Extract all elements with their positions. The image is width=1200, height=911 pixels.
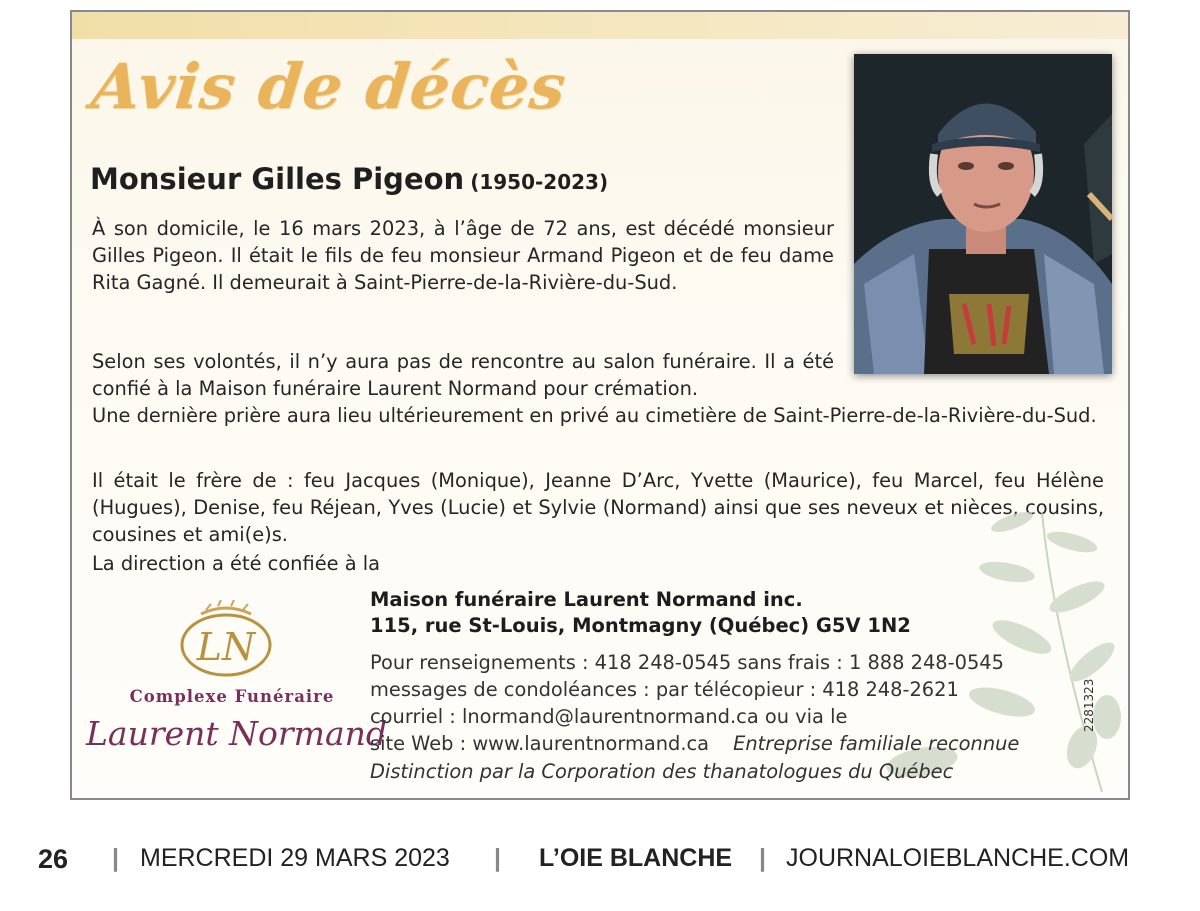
page-footer xyxy=(0,840,1200,880)
footer-separator: | xyxy=(759,844,766,872)
info-fax: messages de condoléances : par télécopieur : 418 248-2621 xyxy=(370,678,959,701)
portrait-photo xyxy=(854,54,1112,374)
deceased-years: (1950-2023) xyxy=(470,170,609,194)
paragraph-death-details: À son domicile, le 16 mars 2023, à l’âge de 72 ans, est décédé monsieur Gilles Pigeon. Il était le fils de feu monsieur Armand Pigeon et de feu dame Rita Gagné. Il demeurait à Saint-Pierre-de-la-Rivière-du-Sud. xyxy=(92,217,834,294)
funeral-home-address: 115, rue St-Louis, Montmagny (Québec) G5V 1N2 xyxy=(370,614,911,637)
tagline-distinction: Distinction par la Corporation des thanatologues du Québec xyxy=(370,760,954,783)
logo-line2: Laurent Normand xyxy=(86,714,388,753)
obituary-ad xyxy=(70,10,1130,800)
paragraph-arrangements: Selon ses volontés, il n’y aura pas de rencontre au salon funéraire. Il a été confié à la Maison funéraire Laurent Normand pour crémation. xyxy=(92,350,834,400)
top-gold-bar xyxy=(72,12,1128,39)
ad-code: 2281323 xyxy=(1082,678,1096,732)
paragraph-family: Il était le frère de : feu Jacques (Monique), Jeanne D’Arc, Yvette (Maurice), feu Marcel, feu Hélène (Hugues), Denise, feu Réjean, Yves (Lucie) et Sylvie (Normand) ainsi que ses neveux et nièces, cousins, cousines et ami(e)s. xyxy=(92,469,1104,546)
deceased-name xyxy=(90,162,608,196)
tagline-family-business: Entreprise familiale reconnue xyxy=(733,732,1020,755)
info-website-line xyxy=(370,732,1019,755)
paragraph-prayer: Une dernière prière aura lieu ultérieurement en privé au cimetière de Saint-Pierre-de-la-Rivière-du-Sud. xyxy=(92,404,1097,427)
info-website: site Web : www.laurentnormand.ca xyxy=(370,732,710,755)
logo-line1: Complexe Funéraire xyxy=(129,687,335,706)
footer-separator: | xyxy=(112,844,119,872)
info-email: courriel : lnormand@laurentnormand.ca ou via le xyxy=(370,705,848,728)
paragraph-direction: La direction a été confiée à la xyxy=(92,552,381,575)
newspaper-name: L’OIE BLANCHE xyxy=(539,844,733,872)
logo-initials: LN xyxy=(196,625,256,669)
portrait-image xyxy=(854,54,1112,374)
newspaper-website[interactable]: JOURNALOIEBLANCHE.COM xyxy=(786,844,1130,872)
obituary-heading: Avis de décès xyxy=(88,50,570,123)
footer-separator: | xyxy=(494,844,501,872)
deceased-name-text: Monsieur Gilles Pigeon xyxy=(90,162,465,196)
funeral-home-name: Maison funéraire Laurent Normand inc. xyxy=(370,588,803,611)
info-phone: Pour renseignements : 418 248-0545 sans frais : 1 888 248-0545 xyxy=(370,651,1004,674)
page-number: 26 xyxy=(38,844,69,874)
issue-date: MERCREDI 29 MARS 2023 xyxy=(140,844,450,872)
